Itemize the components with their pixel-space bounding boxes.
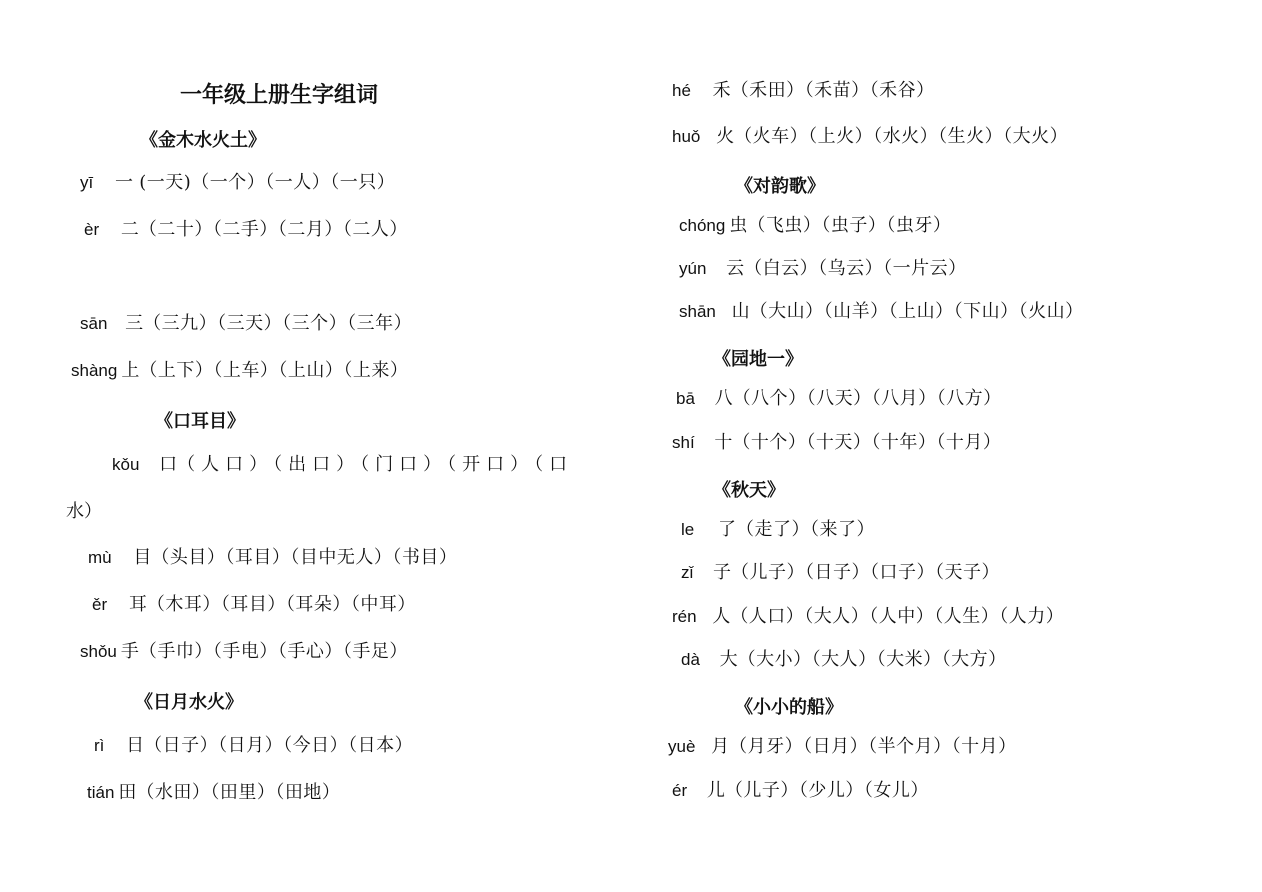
- character: 上: [121, 360, 140, 381]
- character: 目: [133, 547, 152, 568]
- character: 人: [712, 606, 731, 627]
- pinyin: shí: [672, 433, 695, 452]
- character: 大: [719, 649, 738, 670]
- lesson-heading: 《金木水火土》: [140, 130, 266, 151]
- character: 十: [714, 432, 733, 453]
- pinyin: bā: [676, 389, 695, 408]
- word-list: （日子）（日月）（今日）（日本）: [144, 735, 414, 756]
- character-row: [672, 605, 1064, 629]
- word-list: （人口）（出口）（门口）（开口）（口: [177, 454, 574, 475]
- character: 禾: [712, 80, 731, 101]
- character: 月: [711, 736, 730, 757]
- character-row: [94, 734, 413, 758]
- character: 口: [159, 454, 178, 475]
- word-list: （飞虫）（虫子）（虫牙）: [747, 215, 952, 236]
- word-list: （走了）（来了）: [735, 519, 875, 540]
- page-title: 一年级上册生字组词: [180, 83, 379, 108]
- pinyin: yún: [679, 259, 707, 278]
- character-row: [672, 779, 929, 803]
- pinyin: ér: [672, 781, 688, 800]
- word-list: （禾田）（禾苗）（禾谷）: [730, 80, 935, 101]
- lesson-heading: 《对韵歌》: [735, 176, 825, 197]
- character-row: [681, 518, 875, 542]
- character: 手: [120, 641, 139, 662]
- character-row: [80, 640, 408, 664]
- lesson-heading: 《秋天》: [713, 480, 785, 501]
- word-list: （儿子）（少儿）（女儿）: [724, 780, 929, 801]
- word-list: （八个）（八天）（八月）（八方）: [732, 388, 1002, 409]
- character-row: [112, 453, 573, 477]
- character: 了: [717, 519, 736, 540]
- character-row: [679, 214, 951, 238]
- character: 八: [714, 388, 733, 409]
- pinyin: ěr: [92, 595, 108, 614]
- word-list-continuation: 水）: [66, 501, 102, 522]
- character-row: [676, 387, 1002, 411]
- character: 三: [125, 313, 144, 334]
- lesson-heading: 《口耳目》: [155, 411, 245, 432]
- character-row: [681, 648, 1007, 672]
- word-list: （十个）（十天）（十年）（十月）: [732, 432, 1002, 453]
- pinyin: huǒ: [672, 127, 701, 146]
- character: 火: [716, 126, 735, 147]
- word-list: （上下）（上车）（上山）（上来）: [139, 360, 409, 381]
- character-row: [679, 300, 1084, 324]
- word-list: （月牙）（日月）（半个月）（十月）: [729, 736, 1017, 757]
- character-row: [88, 546, 457, 570]
- pinyin: mù: [88, 548, 112, 567]
- word-list: （火车）（上火）（水火）（生火）（大火）: [734, 126, 1069, 147]
- character-row: [71, 359, 408, 383]
- word-list: （人口）（大人）（人中）（人生）（人力）: [730, 606, 1065, 627]
- pinyin: yuè: [668, 737, 696, 756]
- character-row: [84, 218, 408, 242]
- pinyin: yī: [80, 173, 94, 192]
- word-list: （儿子）（日子）（口子）（天子）: [731, 562, 1001, 583]
- character-row: [672, 125, 1068, 149]
- pinyin: kǒu: [112, 455, 140, 474]
- pinyin: dà: [681, 650, 700, 669]
- word-list: （手巾）（手电）（手心）（手足）: [138, 641, 408, 662]
- pinyin: shàng: [71, 361, 118, 380]
- character: 儿: [706, 780, 725, 801]
- lesson-heading: 《日月水火》: [135, 692, 243, 713]
- character: 一: [114, 172, 133, 193]
- word-list: （水田）（田里）（田地）: [136, 782, 341, 803]
- character-row: [80, 312, 412, 336]
- character: 子: [713, 562, 732, 583]
- pinyin: le: [681, 520, 695, 539]
- pinyin: shǒu: [80, 642, 117, 661]
- character-row: [87, 781, 340, 805]
- character: 二: [120, 219, 139, 240]
- word-list: （头目）（耳目）（目中无人）（书目）: [151, 547, 458, 568]
- character: 虫: [729, 215, 748, 236]
- character-row: [668, 735, 1017, 759]
- character-row: [80, 171, 395, 195]
- word-list: （三九）（三天）（三个）（三年）: [143, 313, 413, 334]
- pinyin: rì: [94, 736, 105, 755]
- pinyin: hé: [672, 81, 691, 100]
- pinyin: chóng: [679, 216, 726, 235]
- lesson-heading: 《园地一》: [713, 349, 803, 370]
- character: 山: [731, 301, 750, 322]
- word-list: （白云）（乌云）（一片云）: [744, 258, 967, 279]
- pinyin: shān: [679, 302, 716, 321]
- pinyin: zǐ: [681, 563, 694, 582]
- word-list: （大小）（大人）（大米）（大方）: [737, 649, 1007, 670]
- word-list: （木耳）（耳目）（耳朵）（中耳）: [146, 594, 416, 615]
- pinyin: sān: [80, 314, 108, 333]
- character: 日: [126, 735, 145, 756]
- character: 云: [726, 258, 745, 279]
- word-list: （二十）（二手）（二月）（二人）: [138, 219, 408, 240]
- lesson-heading: 《小小的船》: [735, 697, 843, 718]
- pinyin: èr: [84, 220, 100, 239]
- pinyin: rén: [672, 607, 697, 626]
- character: 耳: [128, 594, 147, 615]
- character-row: [672, 79, 935, 103]
- character-row: [681, 561, 1000, 585]
- pinyin: tián: [87, 783, 115, 802]
- character-row: [679, 257, 967, 281]
- character-row: [672, 431, 1001, 455]
- word-list: （大山）（山羊）（上山）（下山）（火山）: [749, 301, 1084, 322]
- word-list: (一天)（一个）（一人）（一只）: [132, 172, 396, 193]
- character-row: [92, 593, 416, 617]
- character: 田: [118, 782, 137, 803]
